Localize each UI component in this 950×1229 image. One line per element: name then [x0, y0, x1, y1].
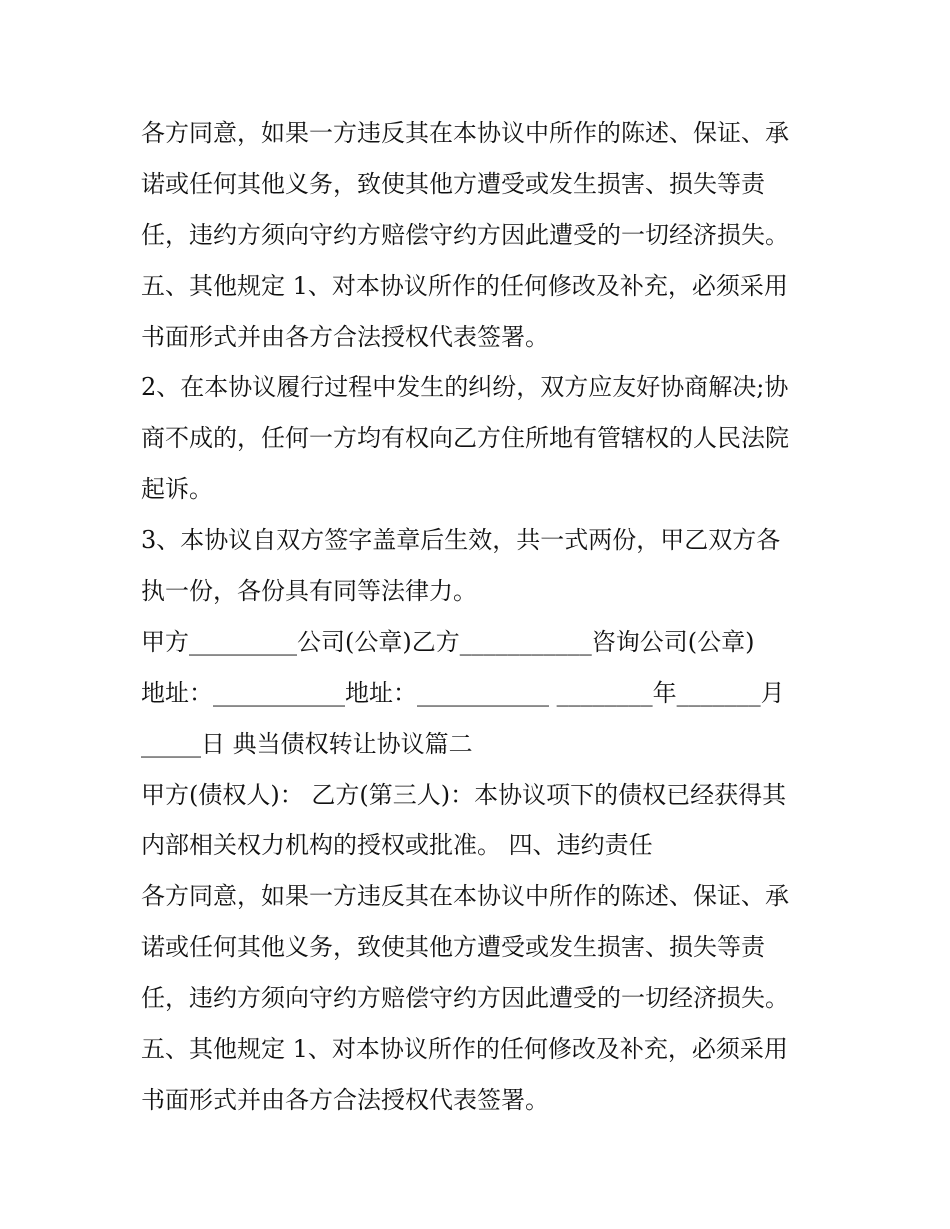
- text-line: 诺或任何其他义务，致使其他方遭受或发生损害、损失等责: [141, 933, 765, 962]
- text-line: 书面形式并由各方合法授权代表签署。: [141, 1085, 549, 1114]
- document-body: [141, 108, 821, 1126]
- text-line: 商不成的，任何一方均有权向乙方住所地有管辖权的人民法院: [141, 424, 789, 453]
- section-heading-line: _____日 典当债权转让协议篇二: [141, 729, 473, 758]
- text-line: 内部相关权力机构的授权或批准。 四、违约责任: [141, 831, 653, 860]
- text-line: 书面形式并由各方合法授权代表签署。: [141, 322, 549, 351]
- text-line: 任，违约方须向守约方赔偿守约方因此遭受的一切经济损失。: [141, 984, 789, 1013]
- text-line: 诺或任何其他义务，致使其他方遭受或发生损害、损失等责: [141, 169, 765, 198]
- text-line: 起诉。: [141, 475, 213, 504]
- text-line: 任，违约方须向守约方赔偿守约方因此遭受的一切经济损失。: [141, 220, 789, 249]
- text-line: 五、其他规定 1、对本协议所作的任何修改及补充，必须采用: [141, 1035, 788, 1064]
- signature-line-party-a: 甲方_________公司(公章)乙方___________咨询公司(公章): [141, 627, 755, 656]
- text-line: 五、其他规定 1、对本协议所作的任何修改及补充，必须采用: [141, 271, 788, 300]
- text-line: 各方同意，如果一方违反其在本协议中所作的陈述、保证、承: [141, 119, 789, 147]
- text-line: 甲方(债权人)： 乙方(第三人)：本协议项下的债权已经获得其: [141, 780, 787, 809]
- text-line: 3、本协议自双方签字盖章后生效，共一式两份，甲乙双方各: [141, 526, 781, 555]
- text-line: 执一份，各份具有同等法律力。: [141, 577, 477, 606]
- address-date-line: 地址：___________地址：___________ ________年_______月: [141, 678, 785, 707]
- text-line: 2、在本协议履行过程中发生的纠纷，双方应友好协商解决;协: [141, 373, 789, 402]
- text-line: 各方同意，如果一方违反其在本协议中所作的陈述、保证、承: [141, 882, 789, 911]
